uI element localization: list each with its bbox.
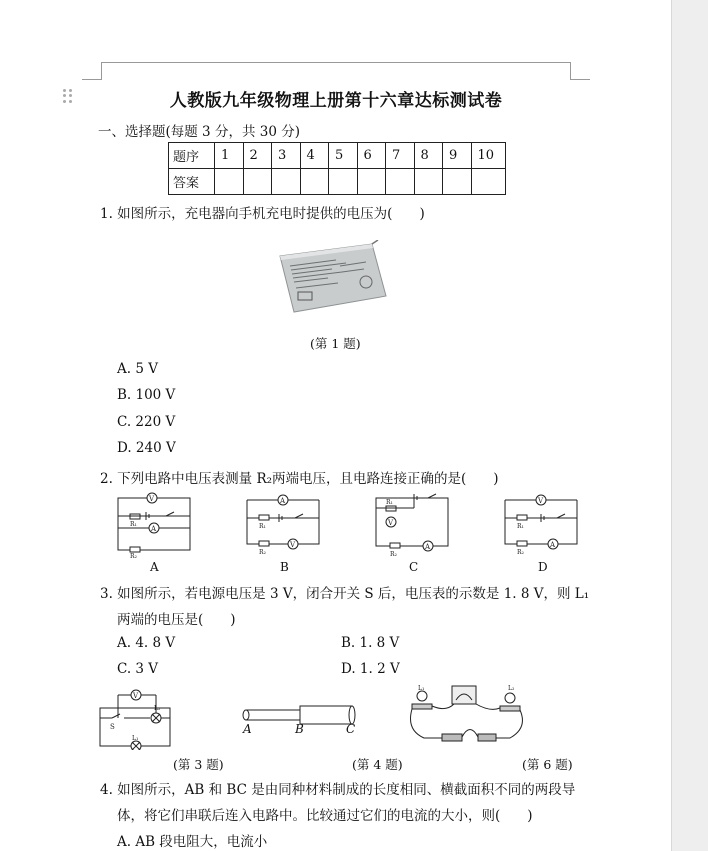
table-cell: 2 [243,143,272,169]
question-1-stem: 1. 如图所示，充电器向手机充电时提供的电压为( ) [100,206,425,222]
svg-text:R₁: R₁ [130,521,137,528]
table-cell: 9 [443,143,472,169]
question-4-stem-line-2: 体，将它们串联后连入电路中。比较通过它们的电流的大小，则( ) [117,808,533,824]
svg-text:R₁: R₁ [386,499,393,506]
table-header-cell: 题序 [169,143,215,169]
header-rule [102,62,570,63]
svg-text:S: S [110,723,115,731]
q3-option-a: A. 4. 8 V [117,635,176,651]
conductor-label-a: A [243,722,252,736]
q1-option-b: B. 100 V [117,387,176,403]
svg-text:R₁: R₁ [259,523,266,530]
conductor-label-c: C [346,722,356,736]
option-label-c: C [409,560,419,574]
q1-option-d: D. 240 V [117,440,176,456]
table-cell: 4 [300,143,329,169]
svg-text:V: V [290,541,296,549]
svg-text:V: V [388,519,394,527]
conductor-label-b: B [295,722,304,736]
table-cell: 7 [386,143,415,169]
table-cell: 3 [272,143,301,169]
table-cell: 5 [329,143,358,169]
svg-text:R₂: R₂ [517,549,524,556]
figure-1-caption: (第 1 题) [310,336,361,351]
question-3-stem-line-2: 两端的电压是( ) [117,612,236,628]
svg-text:R₁: R₁ [517,523,524,530]
figure-4-caption: (第 4 题) [352,757,403,772]
svg-text:R₂: R₂ [390,551,397,558]
battery-image [276,240,388,320]
answer-cell[interactable] [471,169,505,195]
svg-text:R₂: R₂ [130,553,137,558]
svg-text:A: A [280,497,286,505]
svg-text:L₂: L₂ [154,705,161,712]
figure-3-circuit [98,688,178,750]
svg-text:R₂: R₂ [259,549,266,556]
margin-corner-right [570,62,590,80]
svg-text:L₂: L₂ [508,685,515,692]
table-cell: 8 [414,143,443,169]
q3-option-b: B. 1. 8 V [341,635,400,651]
table-cell: 10 [471,143,505,169]
svg-text:V: V [133,692,139,700]
answer-cell[interactable] [215,169,244,195]
circuit-diagram-c [374,492,450,558]
page-title: 人教版九年级物理上册第十六章达标测试卷 [169,91,503,111]
question-3-stem-line-1: 3. 如图所示，若电源电压是 3 V，闭合开关 S 后，电压表的示数是 1. 8 V，则 L₁ [100,586,590,602]
table-cell: 1 [215,143,244,169]
svg-text:A: A [550,541,556,549]
answer-cell[interactable] [243,169,272,195]
svg-text:A: A [151,525,157,533]
q3-option-c: C. 3 V [117,661,159,677]
answer-cell[interactable] [272,169,301,195]
figure-3-caption: (第 3 题) [173,757,224,772]
table-row [169,143,506,169]
figure-6-apparatus [406,682,528,746]
svg-text:V: V [538,497,544,505]
option-label-b: B [280,560,289,574]
circuit-diagram-a [116,492,192,558]
question-4-stem-line-1: 4. 如图所示，AB 和 BC 是由同种材料制成的长度相同、横截面积不同的两段导 [100,782,576,798]
answer-cell[interactable] [386,169,415,195]
q1-option-c: C. 220 V [117,414,176,430]
option-label-a: A [150,560,159,574]
answer-cell[interactable] [329,169,358,195]
section-heading: 一、选择题(每题 3 分，共 30 分) [98,124,300,140]
q1-option-a: A. 5 V [117,361,158,377]
document-margin-strip [672,0,708,851]
table-header-cell: 答案 [169,169,215,195]
answer-cell[interactable] [414,169,443,195]
table-cell: 6 [357,143,386,169]
svg-text:L₁: L₁ [418,685,425,692]
circuit-diagram-b [245,492,321,558]
question-2-stem: 2. 下列电路中电压表测量 R₂两端电压，且电路连接正确的是( ) [100,471,499,487]
q3-option-d: D. 1. 2 V [341,661,400,677]
svg-text:L₁: L₁ [132,735,139,742]
figure-6-caption: (第 6 题) [522,757,573,772]
option-label-d: D [538,560,548,574]
answer-cell[interactable] [300,169,329,195]
svg-text:V: V [149,495,155,503]
q4-option-a: A. AB 段电阻大，电流小 [117,834,268,850]
answer-cell[interactable] [443,169,472,195]
table-row [169,169,506,195]
answer-cell[interactable] [357,169,386,195]
answer-table [168,142,506,195]
svg-text:A: A [425,543,431,551]
circuit-diagram-d [503,492,579,558]
margin-corner-left [82,62,102,80]
